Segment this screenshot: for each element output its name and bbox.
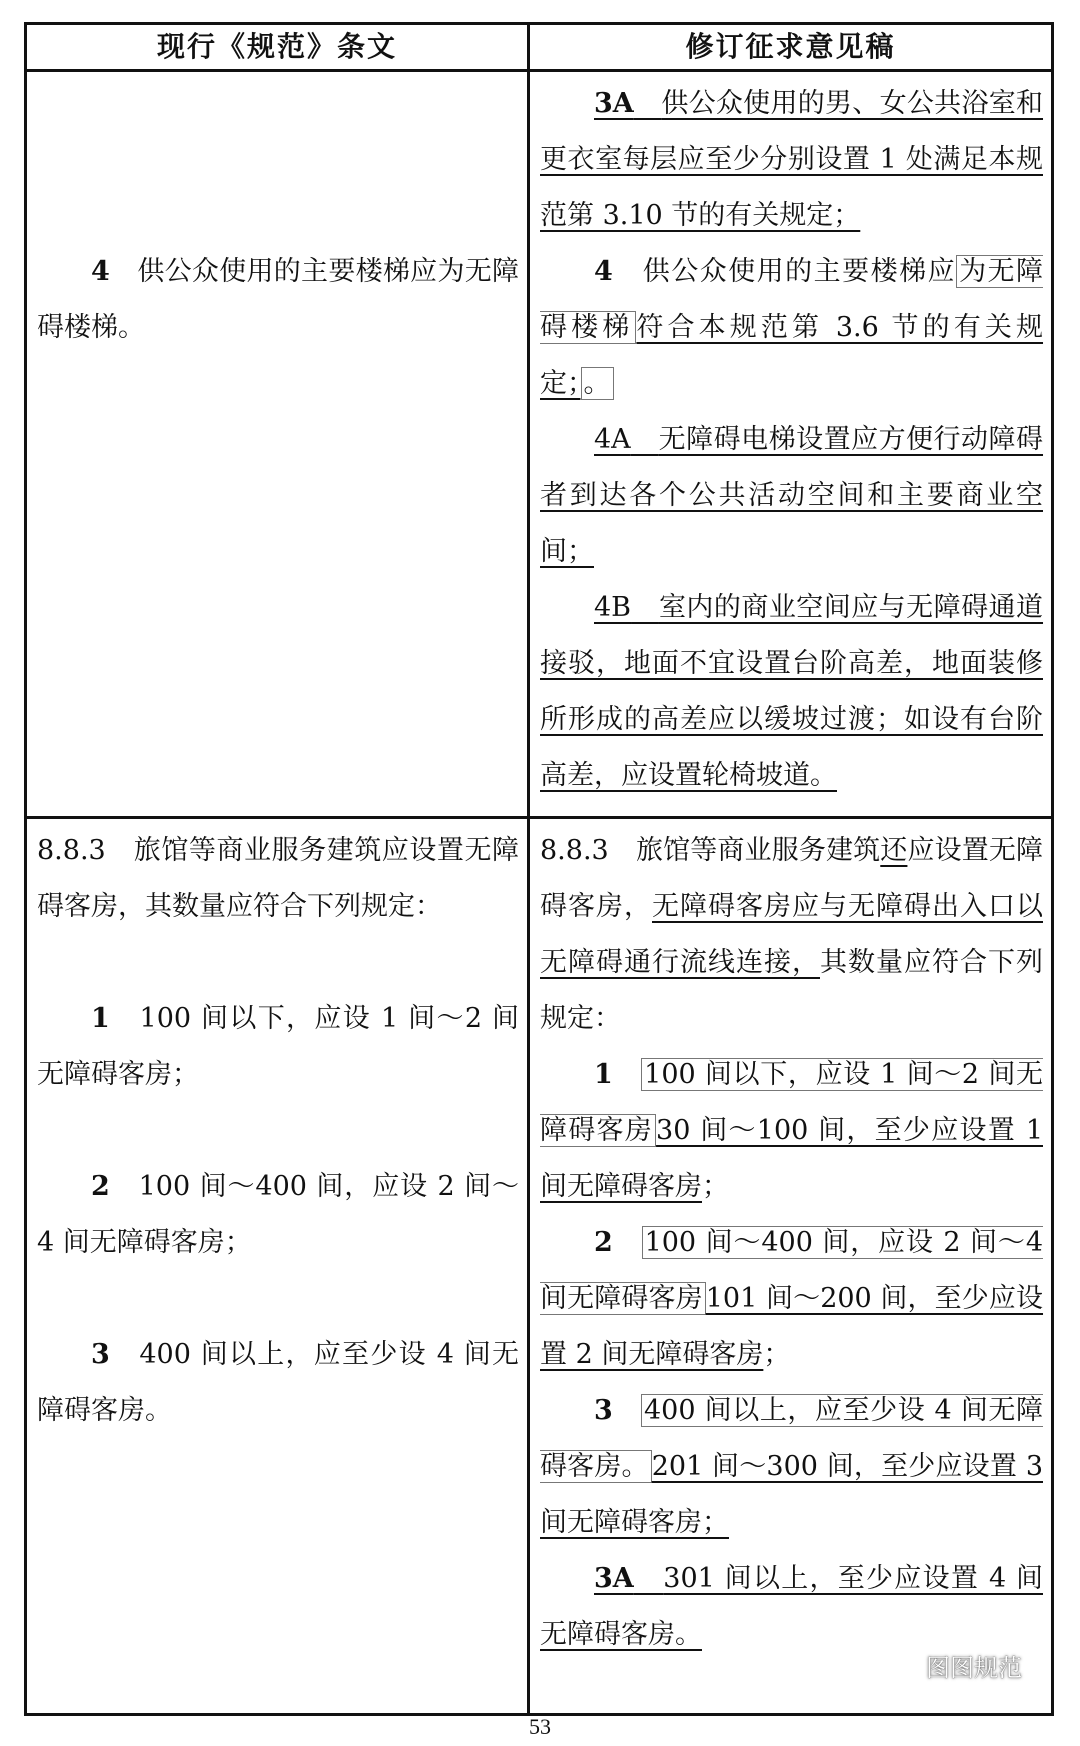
header-revision-draft: 修订征求意见稿 [529,24,1053,71]
added-text: 符合本规范第 3.6 节的有关规定； [540,312,1044,399]
current-clause-cell [26,71,529,818]
deleted-text: 400 间以上，应至少设 4 间无障碍客房。 [540,1395,1043,1482]
table-row [26,818,1053,1715]
wechat-icon [886,1651,920,1679]
deleted-text: 为无障碍楼梯 [540,256,1044,343]
added-text: 30 间～100 间，至少应设置 1 间无障碍客房 [540,1115,1043,1202]
current-item-2: 2 100 间～400 间，应设 2 间～4 间无障碍客房； [37,1171,520,1258]
deleted-text: 100 间～400 间，应设 2 间～4 间无障碍客房 [540,1227,1043,1314]
added-text: 无障碍客房应与无障碍出入口以无障碍通行流线连接， [540,891,1043,978]
revised-item-4b: 4B 室内的商业空间应与无障碍通道接驳，地面不宜设置台阶高差，地面装修所形成的高差应以缓坡过渡；如设有台阶高差，应设置轮椅坡道。 [540,592,1044,791]
watermark-text: 图图规范 [926,1653,1022,1682]
table-row [26,71,1053,818]
added-text: 201 间～300 间，至少应设置 3 间无障碍客房； [540,1451,1043,1538]
current-item-4: 4 供公众使用的主要楼梯应为无障碍楼梯。 [37,256,520,343]
current-clause-8-8-3: 8.8.3 旅馆等商业服务建筑应设置无障碍客房，其数量应符合下列规定： [37,835,519,922]
table-header-row [26,24,1053,71]
deleted-text: 。 [581,367,614,400]
revised-item-2: 2 100 间～400 间，应设 2 间～4 间无障碍客房 101 间～200 间，至少应设置 2 间无障碍客房； [540,1227,1044,1370]
revised-clause-cell [529,818,1053,1715]
page-number: 53 [529,1714,551,1739]
revised-item-1: 1 100 间以下，应设 1 间～2 间无障碍客房 30 间～100 间，至少应设置 1 间无障碍客房； [540,1059,1044,1202]
added-text: 还 [880,835,908,866]
revised-item-3a: 3A 供公众使用的男、女公共浴室和更衣室每层应至少分别设置 1 处满足本规范第 3.10 节的有关规定； [540,88,1044,231]
revised-item-3: 3 400 间以上，应至少设 4 间无障碍客房。 201 间～300 间，至少应设置 3 间无障碍客房； [540,1395,1043,1538]
revised-clause-cell [529,71,1053,818]
current-item-3: 3 400 间以上，应至少设 4 间无障碍客房。 [37,1339,520,1426]
current-clause-cell [26,818,529,1715]
deleted-text: 100 间以下，应设 1 间～2 间无障碍客房 [540,1059,1044,1146]
revised-item-4: 4 供公众使用的主要楼梯应 为无障碍楼梯 符合本规范第 3.6 节的有关规定； 。 [540,256,1044,399]
watermark [886,1648,1022,1682]
header-current-code: 现行《规范》条文 [26,24,529,71]
revised-item-4a: 4A 无障碍电梯设置应方便行动障碍者到达各个公共活动空间和主要商业空间； [540,424,1044,567]
revised-item-3a: 3A 301 间以上，至少应设置 4 间无障碍客房。 [540,1563,1043,1650]
comparison-table [24,22,1054,1716]
revised-clause-8-8-3: 8.8.3 旅馆等商业服务建筑还应设置无障碍客房，无障碍客房应与无障碍出入口以无障碍通行流线连接，其数量应符合下列规定： [540,835,1044,1034]
added-text: 101 间～200 间，至少应设置 2 间无障碍客房 [540,1283,1044,1370]
current-item-1: 1 100 间以下，应设 1 间～2 间无障碍客房； [37,1003,519,1090]
